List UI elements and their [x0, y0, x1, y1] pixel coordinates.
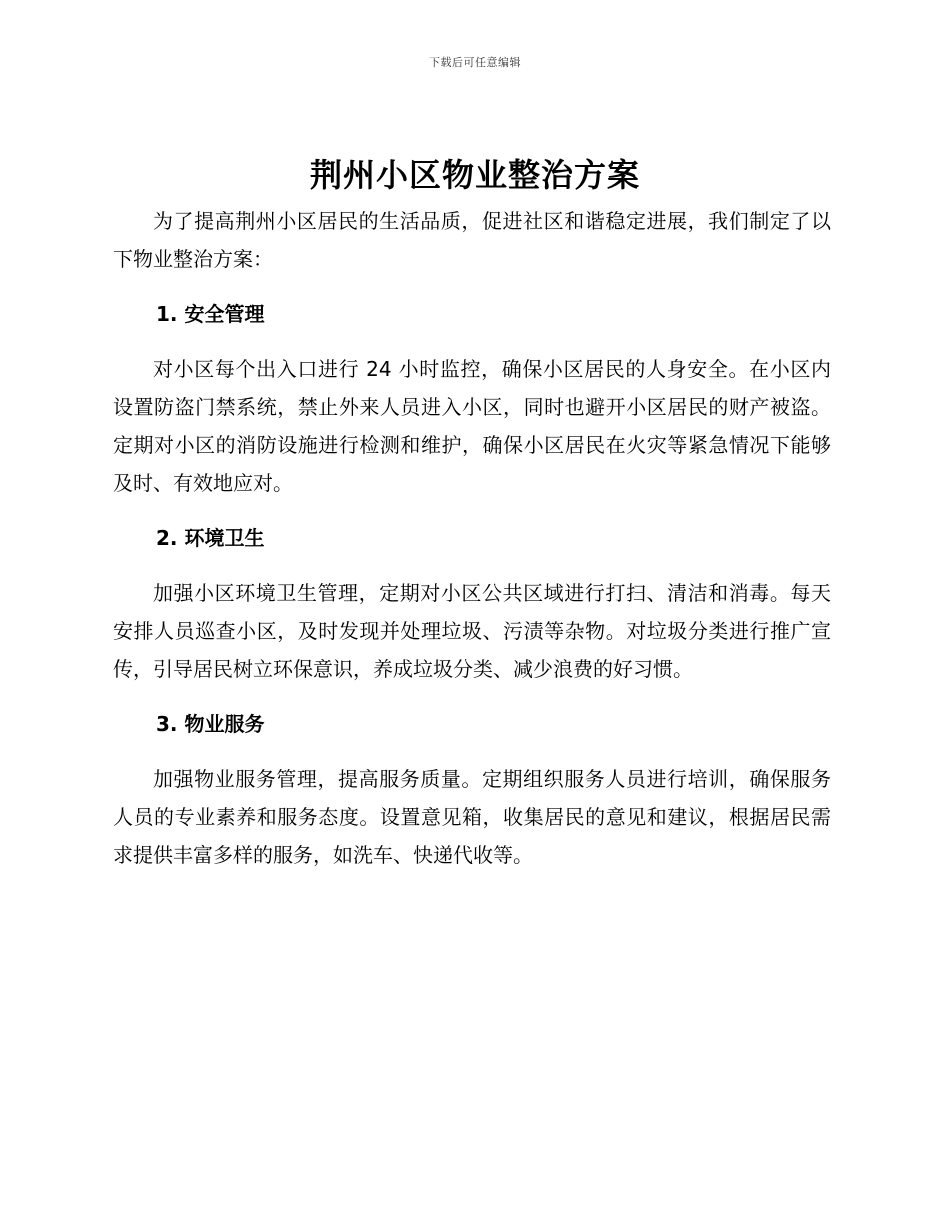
section-body-security: 对小区每个出入口进行 24 小时监控，确保小区居民的人身安全。在小区内设置防盗门禁系统，禁止外来人员进入小区，同时也避开小区居民的财产被盗。定期对小区的消防设施进行检测和维护，确保小区居民在火灾等紧急情况下能够及时、有效地应对。 — [113, 357, 831, 495]
section-heading-property-service: 3. 物业服务 — [156, 712, 265, 736]
header-note: 下载后可任意编辑 — [429, 56, 521, 69]
section-heading-security: 1. 安全管理 — [156, 302, 265, 326]
section-body-property-service: 加强物业服务管理，提高服务质量。定期组织服务人员进行培训，确保服务人员的专业素养和服务态度。设置意见箱，收集居民的意见和建议，根据居民需求提供丰富多样的服务，如洗车、快递代收等。 — [113, 767, 831, 867]
intro-paragraph: 为了提高荆州小区居民的生活品质，促进社区和谐稳定进展，我们制定了以下物业整治方案： — [113, 209, 831, 271]
section-body-environment: 加强小区环境卫生管理，定期对小区公共区域进行打扫、清洁和消毒。每天安排人员巡查小区，及时发现并处理垃圾、污渍等杂物。对垃圾分类进行推广宣传，引导居民树立环保意识，养成垃圾分类、减少浪费的好习惯。 — [113, 581, 831, 681]
section-heading-environment: 2. 环境卫生 — [156, 526, 265, 550]
document-title: 荆州小区物业整治方案 — [309, 156, 640, 194]
document-body — [113, 202, 831, 891]
